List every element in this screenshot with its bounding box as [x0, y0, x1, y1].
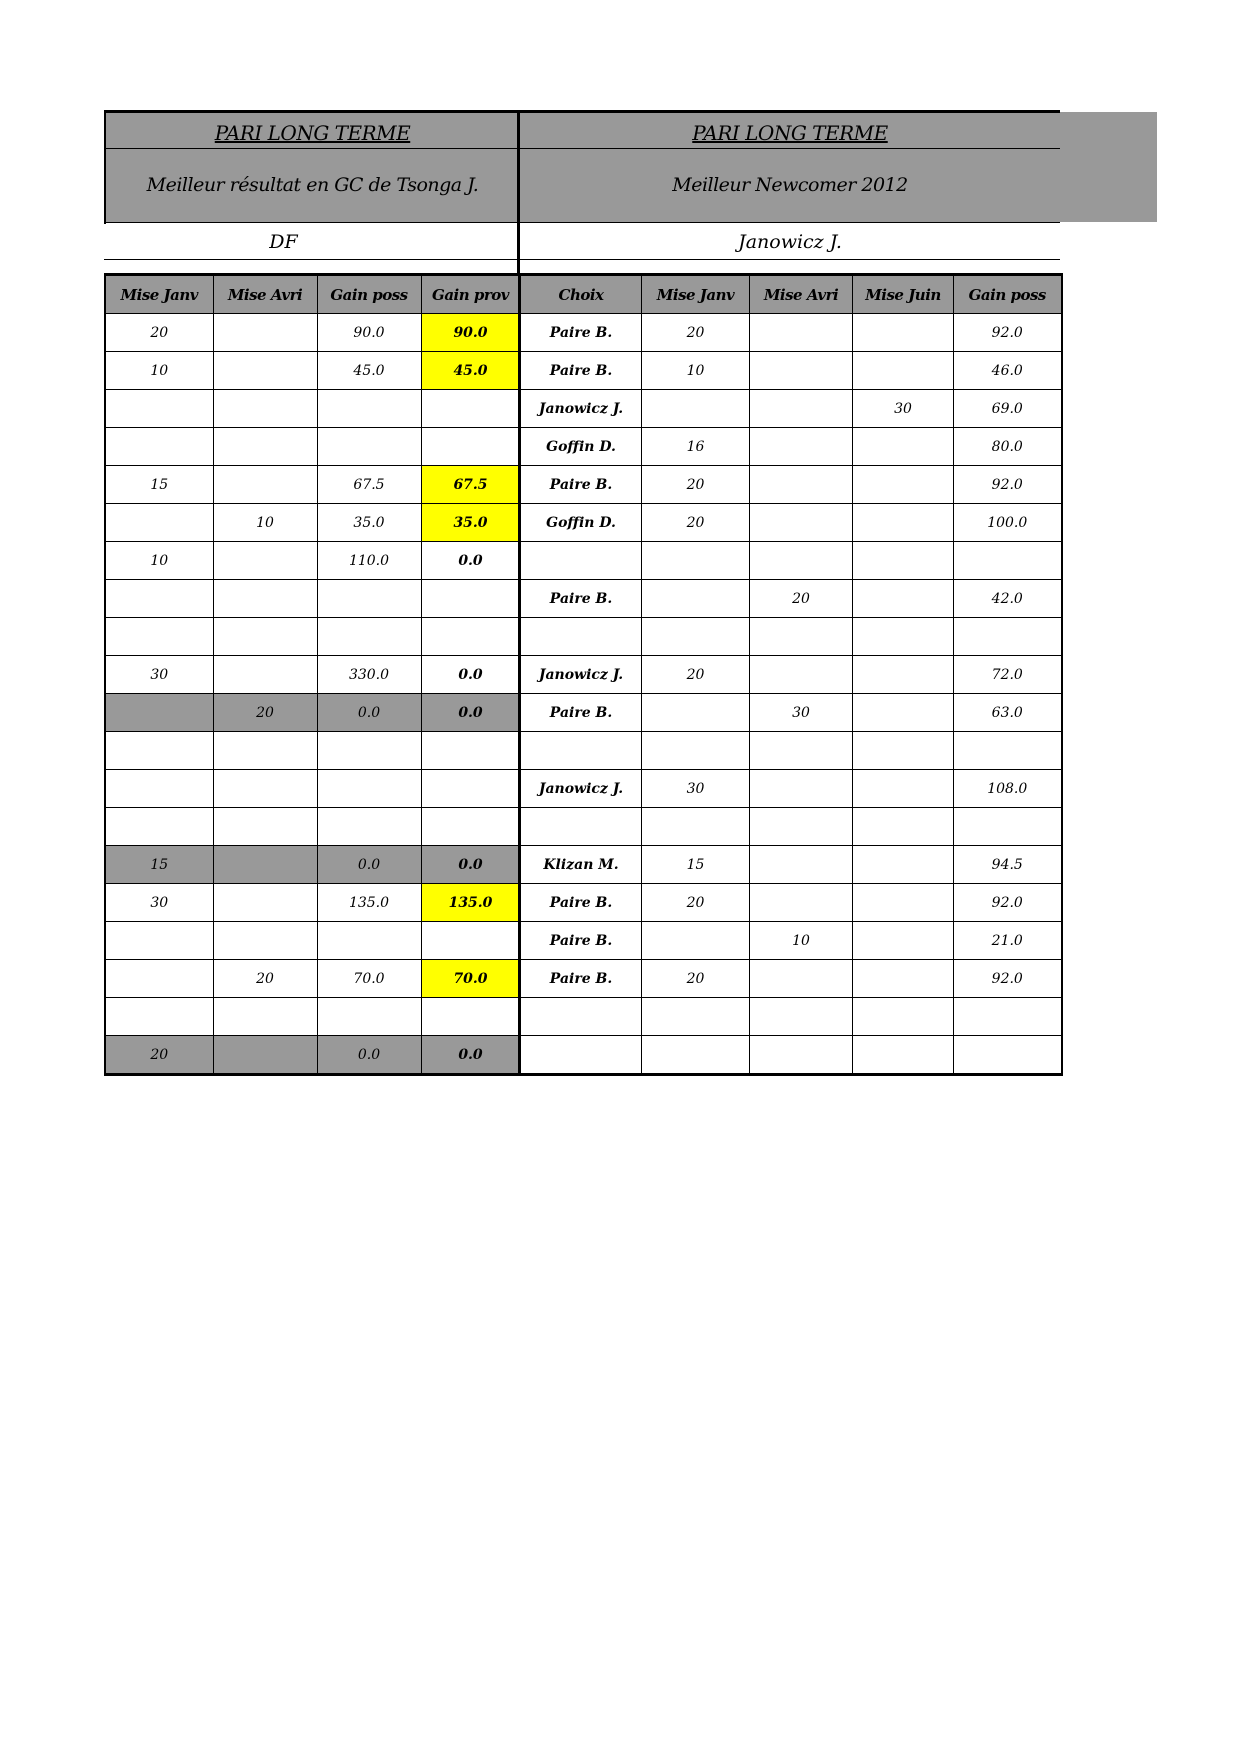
left-cell-mise-janv — [105, 732, 213, 770]
left-table-row — [105, 1036, 520, 1075]
right-cell-mise-janv: 20 — [642, 314, 750, 352]
right-cell-mise-juin — [853, 1036, 954, 1075]
right-table-row — [520, 466, 1062, 504]
right-table-row — [520, 352, 1062, 390]
left-cell-gain-prov: 45.0 — [421, 352, 520, 390]
left-cell-gain-prov: 67.5 — [421, 466, 520, 504]
right-cell-mise-avri — [750, 466, 853, 504]
right-cell-gain-poss: 108.0 — [954, 770, 1062, 808]
left-cell-mise-janv — [105, 390, 213, 428]
left-cell-mise-avri — [213, 352, 317, 390]
left-cell-gain-prov: 70.0 — [421, 960, 520, 998]
right-cell-choix — [520, 542, 642, 580]
left-table-row — [105, 998, 520, 1036]
left-cell-mise-avri — [213, 846, 317, 884]
left-cell-gain-prov — [421, 580, 520, 618]
left-cell-mise-avri: 20 — [213, 960, 317, 998]
right-table-row — [520, 998, 1062, 1036]
right-column-header: Mise Avri — [750, 275, 853, 314]
right-cell-mise-avri: 30 — [750, 694, 853, 732]
left-cell-gain-prov — [421, 922, 520, 960]
right-table-row — [520, 314, 1062, 352]
right-cell-mise-avri — [750, 618, 853, 656]
right-column-header: Mise Janv — [642, 275, 750, 314]
left-cell-mise-avri — [213, 1036, 317, 1075]
right-cell-mise-janv — [642, 618, 750, 656]
left-cell-mise-janv: 15 — [105, 466, 213, 504]
left-cell-mise-avri — [213, 542, 317, 580]
left-column-header: Mise Avri — [213, 275, 317, 314]
right-cell-gain-poss: 46.0 — [954, 352, 1062, 390]
left-column-header: Mise Janv — [105, 275, 213, 314]
left-cell-gain-poss: 45.0 — [317, 352, 421, 390]
right-cell-gain-poss — [954, 998, 1062, 1036]
right-cell-mise-juin — [853, 466, 954, 504]
right-table-row — [520, 390, 1062, 428]
right-cell-mise-juin — [853, 314, 954, 352]
right-cell-gain-poss: 69.0 — [954, 390, 1062, 428]
left-table-row — [105, 960, 520, 998]
right-table-row — [520, 808, 1062, 846]
right-cell-mise-avri — [750, 846, 853, 884]
right-title: PARI LONG TERME — [692, 121, 888, 145]
right-cell-gain-poss — [954, 808, 1062, 846]
left-cell-mise-janv: 30 — [105, 656, 213, 694]
right-cell-mise-juin — [853, 732, 954, 770]
right-cell-mise-juin — [853, 884, 954, 922]
left-cell-gain-poss — [317, 922, 421, 960]
right-cell-mise-juin — [853, 542, 954, 580]
left-cell-gain-poss: 0.0 — [317, 694, 421, 732]
left-cell-gain-prov: 0.0 — [421, 1036, 520, 1075]
right-cell-mise-janv — [642, 390, 750, 428]
pick-bottom-line — [104, 259, 1060, 260]
left-table-row — [105, 542, 520, 580]
left-cell-mise-avri — [213, 580, 317, 618]
right-cell-mise-janv — [642, 922, 750, 960]
left-cell-gain-prov: 35.0 — [421, 504, 520, 542]
right-cell-mise-avri — [750, 542, 853, 580]
left-cell-mise-janv: 20 — [105, 1036, 213, 1075]
right-header-row — [520, 275, 1062, 314]
right-cell-mise-juin — [853, 618, 954, 656]
left-cell-gain-poss: 0.0 — [317, 846, 421, 884]
left-header-row — [105, 275, 520, 314]
left-table-row — [105, 884, 520, 922]
left-cell-mise-janv: 10 — [105, 352, 213, 390]
right-cell-mise-janv: 15 — [642, 846, 750, 884]
right-cell-choix — [520, 1036, 642, 1075]
right-cell-gain-poss — [954, 732, 1062, 770]
top-border — [104, 110, 1060, 113]
right-cell-choix: Klizan M. — [520, 846, 642, 884]
right-cell-mise-janv — [642, 694, 750, 732]
left-cell-gain-poss: 330.0 — [317, 656, 421, 694]
left-cell-mise-janv — [105, 770, 213, 808]
left-cell-gain-poss — [317, 618, 421, 656]
right-cell-mise-juin — [853, 808, 954, 846]
right-cell-mise-avri — [750, 770, 853, 808]
left-cell-gain-poss: 90.0 — [317, 314, 421, 352]
left-cell-gain-poss: 70.0 — [317, 960, 421, 998]
right-cell-mise-avri — [750, 960, 853, 998]
right-cell-mise-juin — [853, 656, 954, 694]
right-cell-mise-avri — [750, 390, 853, 428]
right-cell-mise-janv: 20 — [642, 466, 750, 504]
right-cell-gain-poss — [954, 542, 1062, 580]
right-cell-mise-juin — [853, 846, 954, 884]
left-cell-gain-prov: 0.0 — [421, 846, 520, 884]
right-cell-mise-janv: 20 — [642, 884, 750, 922]
left-cell-mise-janv — [105, 618, 213, 656]
right-cell-choix — [520, 732, 642, 770]
right-cell-gain-poss: 42.0 — [954, 580, 1062, 618]
left-subtitle: Meilleur résultat en GC de Tsonga J. — [146, 174, 479, 196]
right-cell-choix — [520, 618, 642, 656]
right-cell-mise-avri — [750, 808, 853, 846]
right-cell-mise-juin — [853, 998, 954, 1036]
right-cell-mise-avri — [750, 352, 853, 390]
left-table-row — [105, 428, 520, 466]
left-bet-table — [104, 273, 521, 1076]
right-table-row — [520, 922, 1062, 960]
right-table-row — [520, 656, 1062, 694]
right-cell-mise-avri — [750, 656, 853, 694]
right-table-row — [520, 428, 1062, 466]
left-pick: DF — [269, 231, 298, 253]
right-column-header: Mise Juin — [853, 275, 954, 314]
left-table-row — [105, 694, 520, 732]
left-cell-mise-janv — [105, 428, 213, 466]
left-cell-mise-avri — [213, 732, 317, 770]
left-table-row — [105, 618, 520, 656]
right-cell-gain-poss: 72.0 — [954, 656, 1062, 694]
left-cell-mise-janv: 10 — [105, 542, 213, 580]
right-cell-choix: Goffin D. — [520, 428, 642, 466]
right-cell-mise-juin — [853, 922, 954, 960]
left-cell-gain-prov — [421, 808, 520, 846]
left-cell-gain-poss: 35.0 — [317, 504, 421, 542]
left-cell-gain-poss — [317, 770, 421, 808]
left-table-row — [105, 732, 520, 770]
right-bet-table — [518, 273, 1063, 1076]
left-cell-mise-avri — [213, 466, 317, 504]
left-table-row — [105, 390, 520, 428]
left-table-row — [105, 922, 520, 960]
right-cell-choix: Paire B. — [520, 694, 642, 732]
right-cell-gain-poss: 92.0 — [954, 466, 1062, 504]
right-cell-mise-avri — [750, 1036, 853, 1075]
right-cell-gain-poss: 63.0 — [954, 694, 1062, 732]
right-subtitle: Meilleur Newcomer 2012 — [672, 174, 908, 196]
left-table-row — [105, 808, 520, 846]
left-cell-gain-poss: 67.5 — [317, 466, 421, 504]
left-cell-mise-avri — [213, 998, 317, 1036]
left-cell-gain-prov — [421, 390, 520, 428]
right-cell-mise-avri — [750, 998, 853, 1036]
left-cell-mise-janv — [105, 998, 213, 1036]
right-column-header: Gain poss — [954, 275, 1062, 314]
right-cell-choix — [520, 998, 642, 1036]
left-cell-gain-poss: 0.0 — [317, 1036, 421, 1075]
left-table-row — [105, 466, 520, 504]
right-cell-mise-juin — [853, 770, 954, 808]
left-table-row — [105, 580, 520, 618]
right-cell-choix: Paire B. — [520, 922, 642, 960]
left-cell-mise-avri — [213, 770, 317, 808]
left-cell-gain-poss — [317, 580, 421, 618]
right-cell-choix: Paire B. — [520, 960, 642, 998]
right-cell-mise-janv — [642, 998, 750, 1036]
right-cell-gain-poss: 80.0 — [954, 428, 1062, 466]
left-cell-mise-janv — [105, 960, 213, 998]
header-divider — [104, 148, 1060, 149]
right-table-row — [520, 884, 1062, 922]
right-cell-mise-janv: 20 — [642, 960, 750, 998]
right-cell-gain-poss: 100.0 — [954, 504, 1062, 542]
left-outer-line — [104, 110, 106, 224]
right-cell-gain-poss — [954, 1036, 1062, 1075]
center-divider — [517, 110, 520, 275]
left-cell-mise-avri — [213, 808, 317, 846]
left-table-row — [105, 352, 520, 390]
left-cell-gain-prov — [421, 618, 520, 656]
left-cell-gain-prov: 0.0 — [421, 694, 520, 732]
left-cell-mise-janv — [105, 504, 213, 542]
left-cell-gain-poss — [317, 732, 421, 770]
left-cell-mise-janv — [105, 580, 213, 618]
right-cell-gain-poss — [954, 618, 1062, 656]
right-cell-choix: Goffin D. — [520, 504, 642, 542]
left-cell-mise-avri: 10 — [213, 504, 317, 542]
right-cell-mise-juin: 30 — [853, 390, 954, 428]
left-cell-gain-poss: 110.0 — [317, 542, 421, 580]
right-table-row — [520, 694, 1062, 732]
left-title: PARI LONG TERME — [214, 121, 411, 145]
right-table-row — [520, 618, 1062, 656]
left-cell-mise-janv — [105, 694, 213, 732]
left-cell-gain-prov: 90.0 — [421, 314, 520, 352]
left-cell-gain-prov: 135.0 — [421, 884, 520, 922]
right-cell-mise-juin — [853, 580, 954, 618]
right-cell-choix: Janowicz J. — [520, 770, 642, 808]
right-cell-choix: Paire B. — [520, 580, 642, 618]
right-cell-mise-avri: 10 — [750, 922, 853, 960]
left-cell-gain-poss — [317, 808, 421, 846]
left-cell-gain-prov — [421, 770, 520, 808]
right-cell-gain-poss: 94.5 — [954, 846, 1062, 884]
right-table-row — [520, 846, 1062, 884]
right-cell-mise-avri — [750, 428, 853, 466]
right-cell-mise-janv — [642, 1036, 750, 1075]
right-cell-mise-avri: 20 — [750, 580, 853, 618]
right-table-row — [520, 580, 1062, 618]
right-cell-mise-avri — [750, 732, 853, 770]
right-cell-mise-juin — [853, 428, 954, 466]
right-cell-mise-janv — [642, 732, 750, 770]
right-cell-mise-janv: 20 — [642, 656, 750, 694]
right-table-row — [520, 542, 1062, 580]
right-cell-choix — [520, 808, 642, 846]
right-cell-mise-janv: 20 — [642, 504, 750, 542]
right-cell-mise-avri — [750, 314, 853, 352]
right-cell-gain-poss: 92.0 — [954, 314, 1062, 352]
left-cell-mise-avri — [213, 390, 317, 428]
right-cell-choix: Paire B. — [520, 352, 642, 390]
left-cell-mise-avri — [213, 618, 317, 656]
left-cell-gain-poss — [317, 390, 421, 428]
right-table-row — [520, 732, 1062, 770]
right-cell-mise-juin — [853, 352, 954, 390]
left-column-header: Gain prov — [421, 275, 520, 314]
right-table-row — [520, 504, 1062, 542]
right-cell-mise-juin — [853, 960, 954, 998]
left-cell-gain-prov: 0.0 — [421, 656, 520, 694]
right-cell-mise-juin — [853, 504, 954, 542]
left-cell-gain-prov: 0.0 — [421, 542, 520, 580]
right-cell-mise-janv: 30 — [642, 770, 750, 808]
right-cell-choix: Janowicz J. — [520, 656, 642, 694]
left-table-row — [105, 656, 520, 694]
right-cell-mise-janv — [642, 580, 750, 618]
left-cell-mise-avri — [213, 656, 317, 694]
left-cell-mise-avri — [213, 884, 317, 922]
right-cell-choix: Paire B. — [520, 314, 642, 352]
left-cell-mise-janv — [105, 922, 213, 960]
left-cell-mise-janv — [105, 808, 213, 846]
right-cell-mise-juin — [853, 694, 954, 732]
right-table-row — [520, 770, 1062, 808]
right-cell-mise-janv — [642, 542, 750, 580]
left-cell-mise-avri — [213, 314, 317, 352]
left-cell-gain-poss — [317, 998, 421, 1036]
left-cell-gain-prov — [421, 428, 520, 466]
right-pick: Janowicz J. — [738, 231, 842, 253]
right-column-header: Choix — [520, 275, 642, 314]
left-table-row — [105, 770, 520, 808]
right-cell-mise-janv: 10 — [642, 352, 750, 390]
pick-top-line — [104, 222, 1060, 223]
left-cell-mise-avri: 20 — [213, 694, 317, 732]
left-cell-mise-avri — [213, 428, 317, 466]
right-cell-mise-janv: 16 — [642, 428, 750, 466]
right-table-row — [520, 1036, 1062, 1075]
right-cell-gain-poss: 21.0 — [954, 922, 1062, 960]
left-cell-mise-janv: 15 — [105, 846, 213, 884]
left-cell-gain-poss: 135.0 — [317, 884, 421, 922]
left-cell-gain-prov — [421, 998, 520, 1036]
right-table-row — [520, 960, 1062, 998]
left-cell-mise-avri — [213, 922, 317, 960]
right-cell-mise-janv — [642, 808, 750, 846]
right-cell-choix: Paire B. — [520, 466, 642, 504]
left-column-header: Gain poss — [317, 275, 421, 314]
right-cell-mise-avri — [750, 504, 853, 542]
right-cell-gain-poss: 92.0 — [954, 884, 1062, 922]
left-cell-gain-poss — [317, 428, 421, 466]
right-cell-choix: Paire B. — [520, 884, 642, 922]
left-table-row — [105, 846, 520, 884]
left-cell-mise-janv: 20 — [105, 314, 213, 352]
left-cell-mise-janv: 30 — [105, 884, 213, 922]
left-cell-gain-prov — [421, 732, 520, 770]
left-table-row — [105, 504, 520, 542]
right-cell-mise-avri — [750, 884, 853, 922]
right-cell-choix: Janowicz J. — [520, 390, 642, 428]
right-cell-gain-poss: 92.0 — [954, 960, 1062, 998]
left-table-row — [105, 314, 520, 352]
